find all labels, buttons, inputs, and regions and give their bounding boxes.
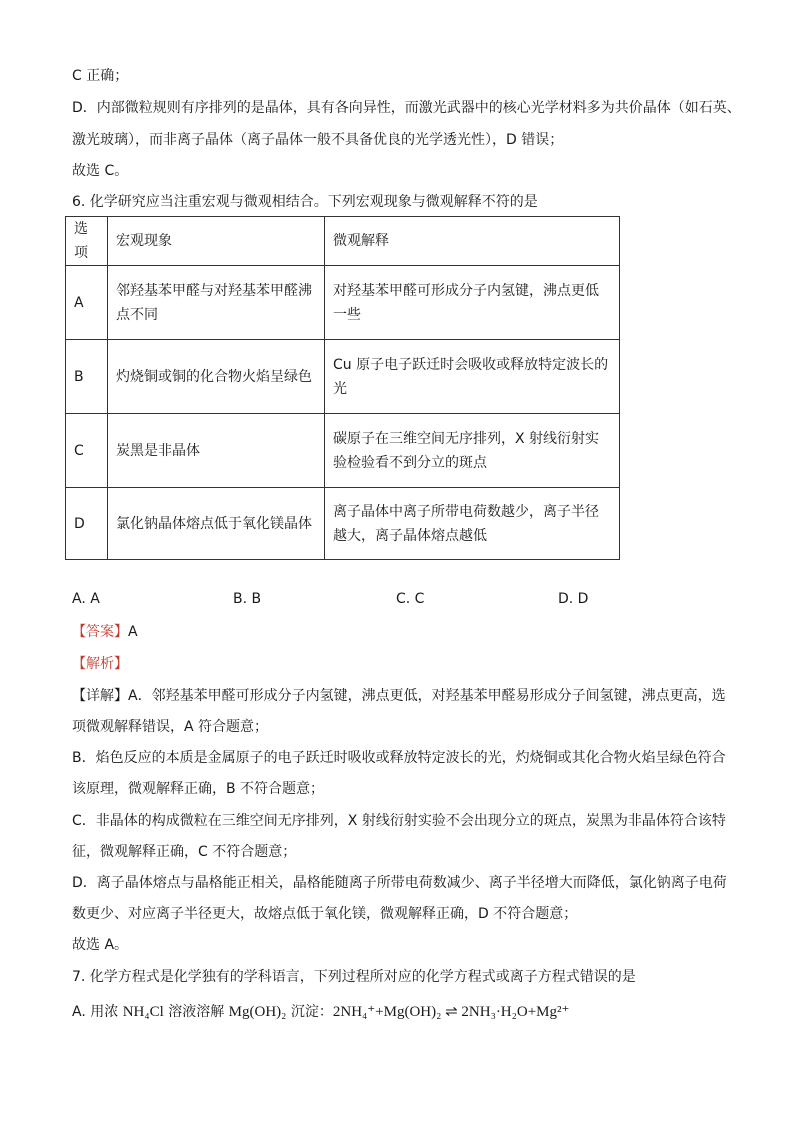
analysis-tag: 【解析】	[72, 656, 128, 672]
option-cell: C	[66, 414, 108, 488]
text-line: 激光玻璃），而非离子晶体（离子晶体一般不具备优良的光学透光性），D 错误；	[72, 132, 564, 148]
answer-line	[72, 622, 138, 642]
option-a-mid: 溶液溶解	[163, 1004, 229, 1020]
micro-cell: 碳原子在三维空间无序排列，X 射线衍射实验检验看不到分立的斑点	[325, 414, 620, 488]
table-row	[66, 488, 620, 560]
text-line: C 正确；	[72, 68, 129, 84]
table-row	[66, 266, 620, 340]
choice-b: B. B	[233, 591, 262, 607]
micro-cell: 离子晶体中离子所带电荷数越少，离子半径越大，离子晶体熔点越低	[325, 488, 620, 560]
detail-line: 故选 A。	[72, 937, 129, 953]
detail-line: 数更少、对应离子半径更大，故熔点低于氧化镁，微观解释正确，D 不符合题意；	[72, 906, 578, 922]
choice-a: A. A	[72, 591, 100, 607]
table-row	[66, 340, 620, 414]
mgoh2-formula: Mg(OH)₂	[228, 1004, 287, 1020]
detail-text: A．邻羟基苯甲醛可形成分子内氢键，沸点更低，对羟基苯甲醛易形成分子间氢键，沸点更高，选	[128, 688, 726, 704]
nh4cl-formula: NH₄Cl	[122, 1004, 164, 1020]
macro-cell: 氯化钠晶体熔点低于氧化镁晶体	[108, 488, 325, 560]
option-cell: B	[66, 340, 108, 414]
detail-line: C．非晶体的构成微粒在三维空间无序排列，X 射线衍射实验不会出现分立的斑点，炭黑为非晶体符合该特	[72, 813, 726, 829]
detail-line: B．焰色反应的本质是金属原子的电子跃迁时吸收或释放特定波长的光，灼烧铜或其化合物火焰呈绿色符合	[72, 750, 726, 766]
option-cell: D	[66, 488, 108, 560]
micro-cell: 对羟基苯甲醛可形成分子内氢键，沸点更低一些	[325, 266, 620, 340]
table-header-cell: 选项	[66, 217, 108, 266]
detail-line: 该原理，微观解释正确，B 不符合题意；	[72, 781, 325, 797]
table-header-cell: 宏观现象	[108, 217, 325, 266]
macro-cell: 邻羟基苯甲醛与对羟基苯甲醛沸点不同	[108, 266, 325, 340]
answer-choices	[72, 591, 672, 611]
macro-cell: 灼烧铜或铜的化合物火焰呈绿色	[108, 340, 325, 414]
table-header-row	[66, 217, 620, 266]
micro-cell: Cu 原子电子跃迁时会吸收或释放特定波长的光	[325, 340, 620, 414]
question-6-stem: 6. 化学研究应当注重宏观与微观相结合。下列宏观现象与微观解释不符的是	[72, 194, 538, 210]
detail-line	[72, 686, 726, 706]
option-cell: A	[66, 266, 108, 340]
question-7-stem: 7. 化学方程式是化学独有的学科语言，下列过程所对应的化学方程式或离子方程式错误的是	[72, 969, 636, 985]
ionic-equation: 2NH₄⁺+Mg(OH)₂ ⇌ 2NH₃·H₂O+Mg²⁺	[332, 1004, 570, 1020]
option-a-lead: A. 用浓	[72, 1004, 123, 1020]
text-line: 故选 C。	[72, 163, 129, 179]
answer-tag: 【答案】	[72, 624, 128, 640]
option-a-tail: 沉淀：	[286, 1004, 333, 1020]
macro-cell: 炭黑是非晶体	[108, 414, 325, 488]
detail-line: 项微观解释错误，A 符合题意；	[72, 719, 269, 735]
text-line: D．内部微粒规则有序排列的是晶体，具有各向异性，而激光武器中的核心光学材料多为共价晶体（如石英、	[72, 100, 741, 116]
table-row	[66, 414, 620, 488]
question-7-option-a	[72, 1002, 569, 1022]
answer-value: A	[128, 624, 138, 640]
choice-d: D. D	[558, 591, 589, 607]
detail-line: D．离子晶体熔点与晶格能正相关，晶格能随离子所带电荷数减少、离子半径增大而降低，氯化钠离子电荷	[72, 875, 727, 891]
table-header-cell: 微观解释	[325, 217, 620, 266]
choice-c: C. C	[396, 591, 425, 607]
question-6-table	[65, 216, 620, 560]
detail-line: 征，微观解释正确，C 不符合题意；	[72, 844, 297, 860]
detail-tag: 【详解】	[72, 688, 128, 704]
